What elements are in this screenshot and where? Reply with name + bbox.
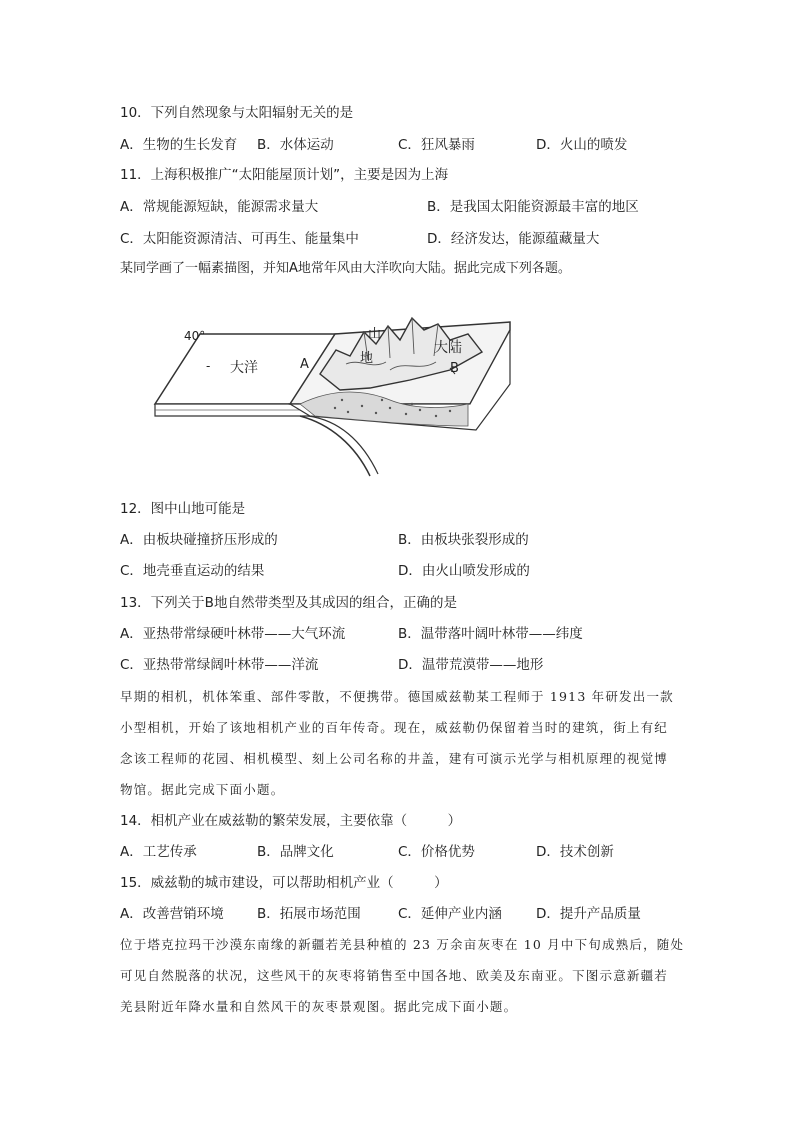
q14-option-a: A．工艺传承	[120, 844, 197, 860]
q15-option-d: D．提升产品质量	[536, 906, 641, 922]
camera-passage-line-3: 念该工程师的花园、相机模型、刻上公司名称的井盖，建有可演示光学与相机原理的视觉博	[120, 751, 669, 766]
svg-text:-: -	[206, 359, 211, 373]
latitude-label: 40°	[184, 329, 206, 343]
q12-option-d: D．由火山喷发形成的	[398, 563, 530, 579]
camera-passage-line-1: 早期的相机，机体笨重、部件零散，不便携带。德国威兹勒某工程师于 1913 年研发出一款	[120, 689, 674, 704]
q13-option-b: B．温带落叶阔叶林带——纬度	[398, 626, 583, 642]
q14-option-b: B．品牌文化	[257, 844, 334, 860]
point-b-label: B	[450, 361, 459, 376]
jujube-passage-line-3: 羌县附近年降水量和自然风干的灰枣景观图。据此完成下面小题。	[120, 999, 518, 1014]
q11-option-d: D．经济发达，能源蕴藏量大	[427, 231, 600, 247]
q14-option-d: D．技术创新	[536, 844, 614, 860]
q10-option-d: D．火山的喷发	[536, 137, 628, 153]
terrain-sketch-figure	[150, 300, 520, 480]
q11-option-a: A．常规能源短缺，能源需求量大	[120, 199, 319, 215]
q12-option-b: B．由板块张裂形成的	[398, 532, 529, 548]
mountain-label-di: 地	[360, 351, 374, 366]
q13-option-a: A．亚热带常绿硬叶林带——大气环流	[120, 626, 346, 642]
q15-stem: 15．威兹勒的城市建设，可以帮助相机产业（ ）	[120, 875, 448, 891]
q15-option-b: B．拓展市场范围	[257, 906, 361, 922]
q14-stem: 14．相机产业在威兹勒的繁荣发展，主要依靠（ ）	[120, 813, 462, 829]
ocean-label: 大洋	[230, 360, 258, 376]
q12-option-c: C．地壳垂直运动的结果	[120, 563, 265, 579]
mountain-label-shan: 山	[368, 327, 382, 342]
sketch-intro: 某同学画了一幅素描图，并知A地常年风由大洋吹向大陆。据此完成下列各题。	[120, 261, 571, 276]
q12-stem: 12．图中山地可能是	[120, 501, 246, 517]
q12-option-a: A．由板块碰撞挤压形成的	[120, 532, 278, 548]
q15-option-a: A．改善营销环境	[120, 906, 224, 922]
q10-option-c: C．狂风暴雨	[398, 137, 475, 153]
continent-label: 大陆	[434, 340, 462, 356]
camera-passage-line-2: 小型相机，开始了该地相机产业的百年传奇。现在，威兹勒仍保留着当时的建筑，街上有纪	[120, 720, 669, 735]
q14-option-c: C．价格优势	[398, 844, 475, 860]
q11-stem: 11．上海积极推广“太阳能屋顶计划”，主要是因为上海	[120, 167, 449, 183]
q13-stem: 13．下列关于B地自然带类型及其成因的组合，正确的是	[120, 595, 457, 611]
jujube-passage-line-1: 位于塔克拉玛干沙漠东南缘的新疆若羌县种植的 23 万余亩灰枣在 10 月中下旬成熟后，随处	[120, 937, 685, 952]
q10-option-a: A．生物的生长发育	[120, 137, 238, 153]
q10-stem: 10．下列自然现象与太阳辐射无关的是	[120, 105, 354, 121]
q13-option-c: C．亚热带常绿阔叶林带——洋流	[120, 657, 319, 673]
q10-option-b: B．水体运动	[257, 137, 334, 153]
q11-option-c: C．太阳能资源清洁、可再生、能量集中	[120, 231, 359, 247]
q15-option-c: C．延伸产业内涵	[398, 906, 502, 922]
camera-passage-line-4: 物馆。据此完成下面小题。	[120, 782, 285, 797]
jujube-passage-line-2: 可见自然脱落的状况，这些风干的灰枣将销售至中国各地、欧美及东南亚。下图示意新疆若	[120, 968, 669, 983]
point-a-label: A	[300, 357, 309, 372]
q11-option-b: B．是我国太阳能资源最丰富的地区	[427, 199, 639, 215]
q13-option-d: D．温带荒漠带——地形	[398, 657, 544, 673]
